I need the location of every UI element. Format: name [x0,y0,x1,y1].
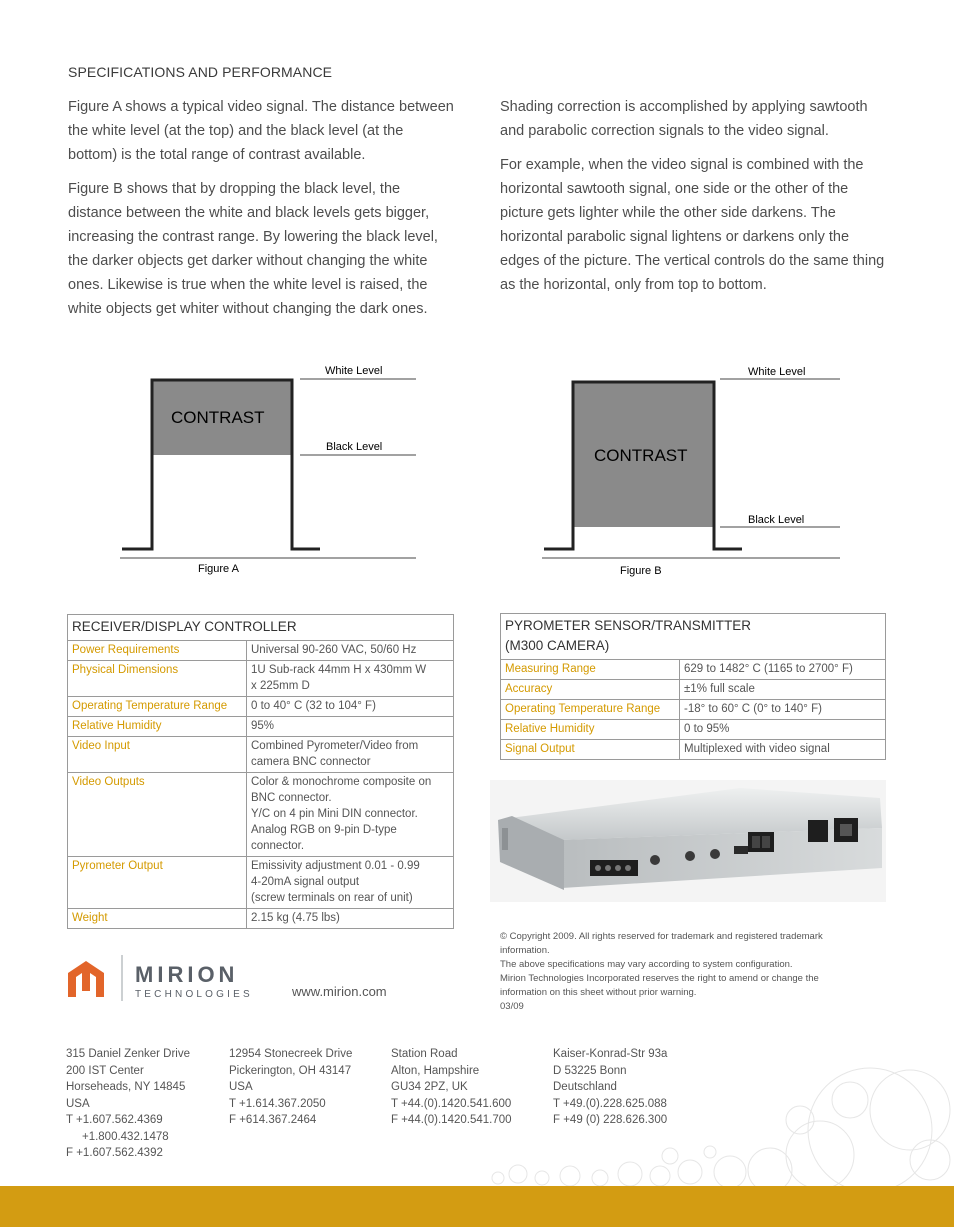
spec-value-line: 629 to 1482° C (1165 to 2700° F) [684,663,853,675]
spec-value-line: (screw terminals on rear of unit) [251,892,413,904]
spec-value [680,740,886,760]
spec-value [247,641,454,661]
address-line: USA [66,1097,90,1110]
table-row [501,700,886,720]
section-heading: SPECIFICATIONS AND PERFORMANCE [68,64,333,80]
contrast-label: CONTRAST [594,446,688,465]
spec-value-line: Y/C on 4 pin Mini DIN connector. [251,808,418,820]
table-row [68,737,454,773]
address-line: Station Road [391,1048,458,1060]
table-title: RECEIVER/DISPLAY CONTROLLER [68,615,454,641]
table-header-row [501,614,886,660]
footer-bar [0,1186,954,1227]
notice-line: © Copyright 2009. All rights reserved for trademark and registered trademark [500,931,823,942]
spec-value [247,697,454,717]
spec-value [247,909,454,929]
spec-key: Measuring Range [501,660,680,680]
table-row [68,773,454,857]
spec-value-line: Emissivity adjustment 0.01 - 0.99 [251,860,420,872]
address-block [66,1046,190,1162]
address-block [229,1046,352,1129]
table-row [501,720,886,740]
table-row [68,661,454,697]
controller-unit-photo [490,780,886,902]
logo-sub: TECHNOLOGIES [135,989,253,1000]
spec-key: Physical Dimensions [68,661,247,697]
spec-value-line: 0 to 40° C (32 to 104° F) [251,700,376,712]
notice-line: 03/09 [500,1001,524,1012]
address-line: F +614.367.2464 [229,1114,317,1126]
spec-value [247,737,454,773]
logo-name: MIRION [135,962,239,987]
address-line: F +49 (0) 228.626.300 [553,1114,668,1126]
contrast-label: CONTRAST [171,408,265,427]
spec-value [680,660,886,680]
spec-key: Pyrometer Output [68,857,247,909]
spec-value [680,720,886,740]
figure-caption: Figure A [198,563,239,575]
table-row [68,641,454,661]
mirion-logo [66,953,266,1003]
address-line: Deutschland [553,1081,617,1093]
spec-key: Video Outputs [68,773,247,857]
table-row [501,660,886,680]
spec-value-line: Universal 90-260 VAC, 50/60 Hz [251,644,417,656]
decorative-circles [470,1060,954,1186]
address-line: Kaiser-Konrad-Str 93a [553,1048,668,1060]
spec-value-line: 4-20mA signal output [251,876,360,888]
address-line: 200 IST Center [66,1064,144,1077]
spec-key: Relative Humidity [68,717,247,737]
figure-caption: Figure B [620,565,662,577]
spec-value-line: connector. [251,840,305,852]
spec-value-line: 2.15 kg (4.75 lbs) [251,912,340,924]
paragraph: For example, when the video signal is combined with the horizontal sawtooth signal, one side or the other of the picture gets lighter while the other side darkens. The horizontal parabolic signal lightens or darkens only the edges of the picture. The vertical controls do the same thing as the horizontal, only from top to bottom. [500,157,885,293]
spec-value-line: Analog RGB on 9-pin D-type [251,824,397,836]
table-row [68,717,454,737]
table-title-line: PYROMETER SENSOR/TRANSMITTER [505,618,752,633]
black-level-label: Black Level [748,514,805,526]
address-line: Horseheads, NY 14845 [66,1081,186,1093]
address-line: F +44.(0).1420.541.700 [391,1114,512,1126]
spec-value-line: ±1% full scale [684,683,755,695]
notice-line: information. [500,945,550,956]
paragraph: Shading correction is accomplished by applying sawtooth and parabolic correction signals to the video signal. [500,99,868,139]
address-line: GU34 2PZ, UK [391,1081,468,1093]
spec-key: Weight [68,909,247,929]
address-line: T +44.(0).1420.541.600 [391,1097,512,1110]
spec-value-line: x 225mm D [251,680,310,692]
spec-key: Video Input [68,737,247,773]
white-level-label: White Level [748,366,806,378]
figure-b-diagram [530,355,850,585]
right-column [500,95,888,307]
spec-value-line: BNC connector. [251,792,332,804]
notice-line: The above specifications may vary according to system configuration. [500,959,793,970]
table-title-line: (M300 CAMERA) [505,638,610,653]
paragraph: Figure A shows a typical video signal. The distance between the white level (at the top) and the black level (at the bottom) is the total range of contrast available. [68,99,454,163]
table-row [68,697,454,717]
address-line: 12954 Stonecreek Drive [229,1048,353,1060]
notice-line: Mirion Technologies Incorporated reserves the right to amend or change the [500,973,819,984]
paragraph: Figure B shows that by dropping the black level, the distance between the white and black levels gets bigger, increasing the contrast range. By lowering the black level, the darker objects get darker without changing the white ones. Likewise is true when the white level is raised, the white objects get whiter without changing the dark ones. [68,181,438,317]
receiver-spec-table [67,614,454,929]
address-line: 315 Daniel Zenker Drive [66,1048,191,1060]
spec-value-line: Color & monochrome composite on [251,776,432,788]
spec-value-line: -18° to 60° C (0° to 140° F) [684,703,822,715]
spec-value [247,661,454,697]
mirion-mark-icon [68,961,104,997]
address-line: T +49.(0).228.625.088 [553,1097,667,1110]
address-line: Pickerington, OH 43147 [229,1064,352,1077]
spec-value-line: 95% [251,720,275,732]
table-row [501,680,886,700]
table-row [68,857,454,909]
address-line: T +1.614.367.2050 [229,1097,326,1110]
spec-value [680,680,886,700]
spec-value-line: 0 to 95% [684,723,730,735]
spec-value-line: Combined Pyrometer/Video from [251,740,419,752]
white-level-label: White Level [325,365,383,377]
left-column [68,95,456,331]
figure-a-diagram [110,355,430,585]
table-header-row [68,615,454,641]
spec-value [680,700,886,720]
spec-value [247,857,454,909]
spec-value-line: Multiplexed with video signal [684,743,830,755]
address-line: Alton, Hampshire [391,1064,480,1077]
address-line: D 53225 Bonn [553,1064,627,1077]
spec-key: Operating Temperature Range [68,697,247,717]
address-line: +1.800.432.1478 [66,1130,169,1143]
table-row [501,740,886,760]
black-level-label: Black Level [326,441,383,453]
spec-key: Accuracy [501,680,680,700]
table-title [501,614,886,660]
address-line: USA [229,1081,253,1093]
spec-key: Power Requirements [68,641,247,661]
address-line: F +1.607.562.4392 [66,1147,163,1159]
spec-value [247,773,454,857]
spec-key: Relative Humidity [501,720,680,740]
website-link[interactable]: www.mirion.com [292,984,387,999]
spec-value-line: camera BNC connector [251,756,371,768]
spec-value-line: 1U Sub-rack 44mm H x 430mm W [251,664,427,676]
spec-value [247,717,454,737]
copyright-notice [500,930,850,1014]
notice-line: information on this sheet without prior warning. [500,987,697,998]
address-line: T +1.607.562.4369 [66,1114,163,1126]
table-row [68,909,454,929]
spec-key: Signal Output [501,740,680,760]
spec-key: Operating Temperature Range [501,700,680,720]
pyrometer-spec-table [500,613,886,760]
